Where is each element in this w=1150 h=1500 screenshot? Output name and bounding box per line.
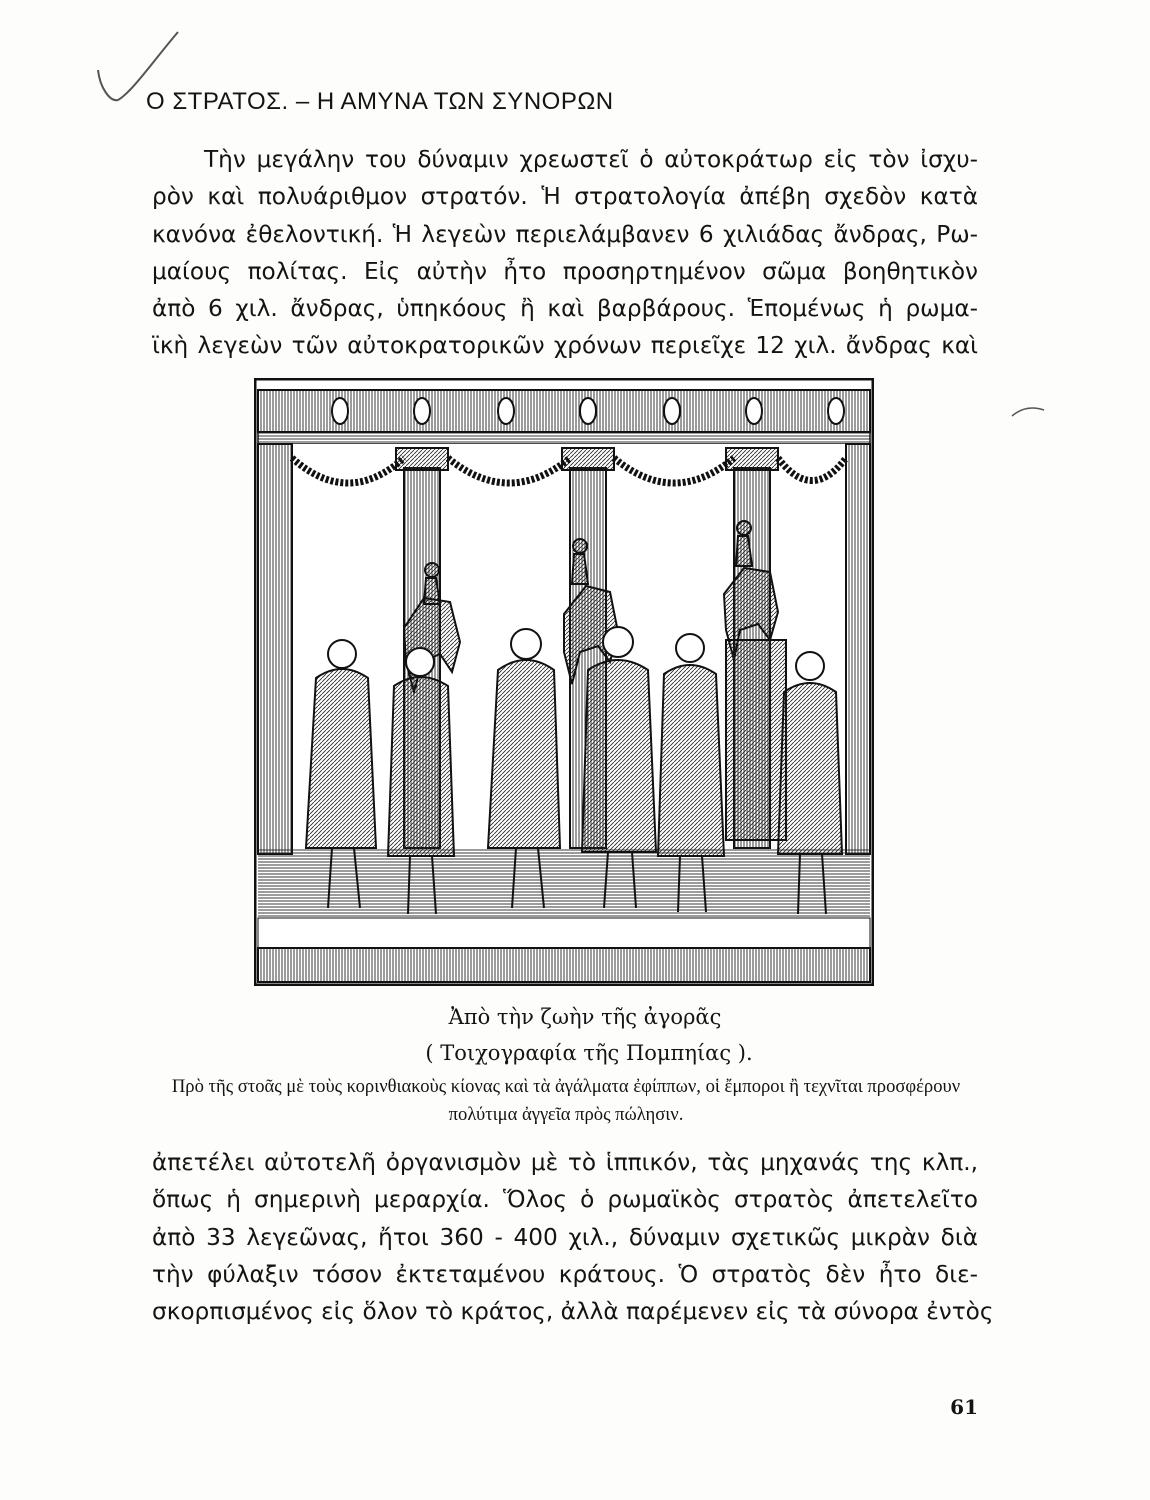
text-line: ρὸν καὶ πολυάριθμον στρατόν. Ἡ στρατολογία ἀπέβη σχεδὸν κατὰ xyxy=(152,183,978,211)
text-line: ὅπως ἡ σημερινὴ μεραρχία. Ὅλος ὁ ρωμαϊκὸς στρατὸς ἀπετελεῖτο xyxy=(152,1186,978,1214)
text-line: κανόνα ἐθελοντική. Ἡ λεγεὼν περιελάμβανεν 6 χιλιάδας ἄνδρας, Ρω- xyxy=(152,220,978,248)
text-line: Τὴν μεγάλην του δύναμιν χρεωστεῖ ὁ αὐτοκράτωρ εἰς τὸν ἰσχυ- xyxy=(204,146,978,173)
text-line: μαίους πολίτας. Εἰς αὐτὴν ἦτο προσηρτημένον σῶμα βοηθητικὸν xyxy=(152,257,978,285)
stray-mark-icon xyxy=(1010,404,1046,418)
text-line: σκορπισμένος εἰς ὅλον τὸ κράτος, ἀλλὰ παρέμενεν εἰς τὰ σύνορα ἐντὸς xyxy=(152,1298,994,1326)
text-line: ἀπὸ 33 λεγεῶνας, ἤτοι 360 - 400 χιλ., δύναμιν σχετικῶς μικρὰν διὰ xyxy=(152,1223,978,1251)
figure-source: ( Τοιχογραφία τῆς Πομπηίας ). xyxy=(425,1041,753,1065)
text-line: τὴν φύλαξιν τόσον ἐκτεταμένου κράτους. Ὁ στρατὸς δὲν ἦτο διε- xyxy=(152,1260,978,1288)
text-line: ἀπὸ 6 χιλ. ἄνδρας, ὑπηκόους ἢ καὶ βαρβάρους. Ἑπομένως ἡ ρωμα- xyxy=(152,295,978,323)
figure-title: Ἀπὸ τὴν ζωὴν τῆς ἀγορᾶς xyxy=(448,1005,722,1029)
text-line: ϊκὴ λεγεὼν τῶν αὐτοκρατορικῶν χρόνων περιεῖχε 12 χιλ. ἄνδρας καὶ xyxy=(152,332,978,360)
paragraph-1 xyxy=(152,141,978,365)
running-head: Ο ΣΤΡΑΤΟΣ. – Η ΑΜΥΝΑ ΤΩΝ ΣΥΝΟΡΩΝ xyxy=(146,88,614,115)
page-number: 61 xyxy=(950,1395,978,1419)
figure-description: Πρὸ τῆς στοᾶς μὲ τοὺς κορινθιακοὺς κίονας καὶ τὰ ἀγάλματα ἐφίππων, οἱ ἔμποροι ἢ τεχνῖται προσφέρουν πολύτιμα ἀγγεῖα πρὸς πώλησιν. xyxy=(171,1076,961,1125)
paragraph-2 xyxy=(152,1144,994,1330)
text-line: ἀπετέλει αὐτοτελῆ ὀργανισμὸν μὲ τὸ ἱππικόν, τὰς μηχανάς της κλπ., xyxy=(152,1149,978,1176)
pompeii-fresco-illustration xyxy=(254,378,874,986)
